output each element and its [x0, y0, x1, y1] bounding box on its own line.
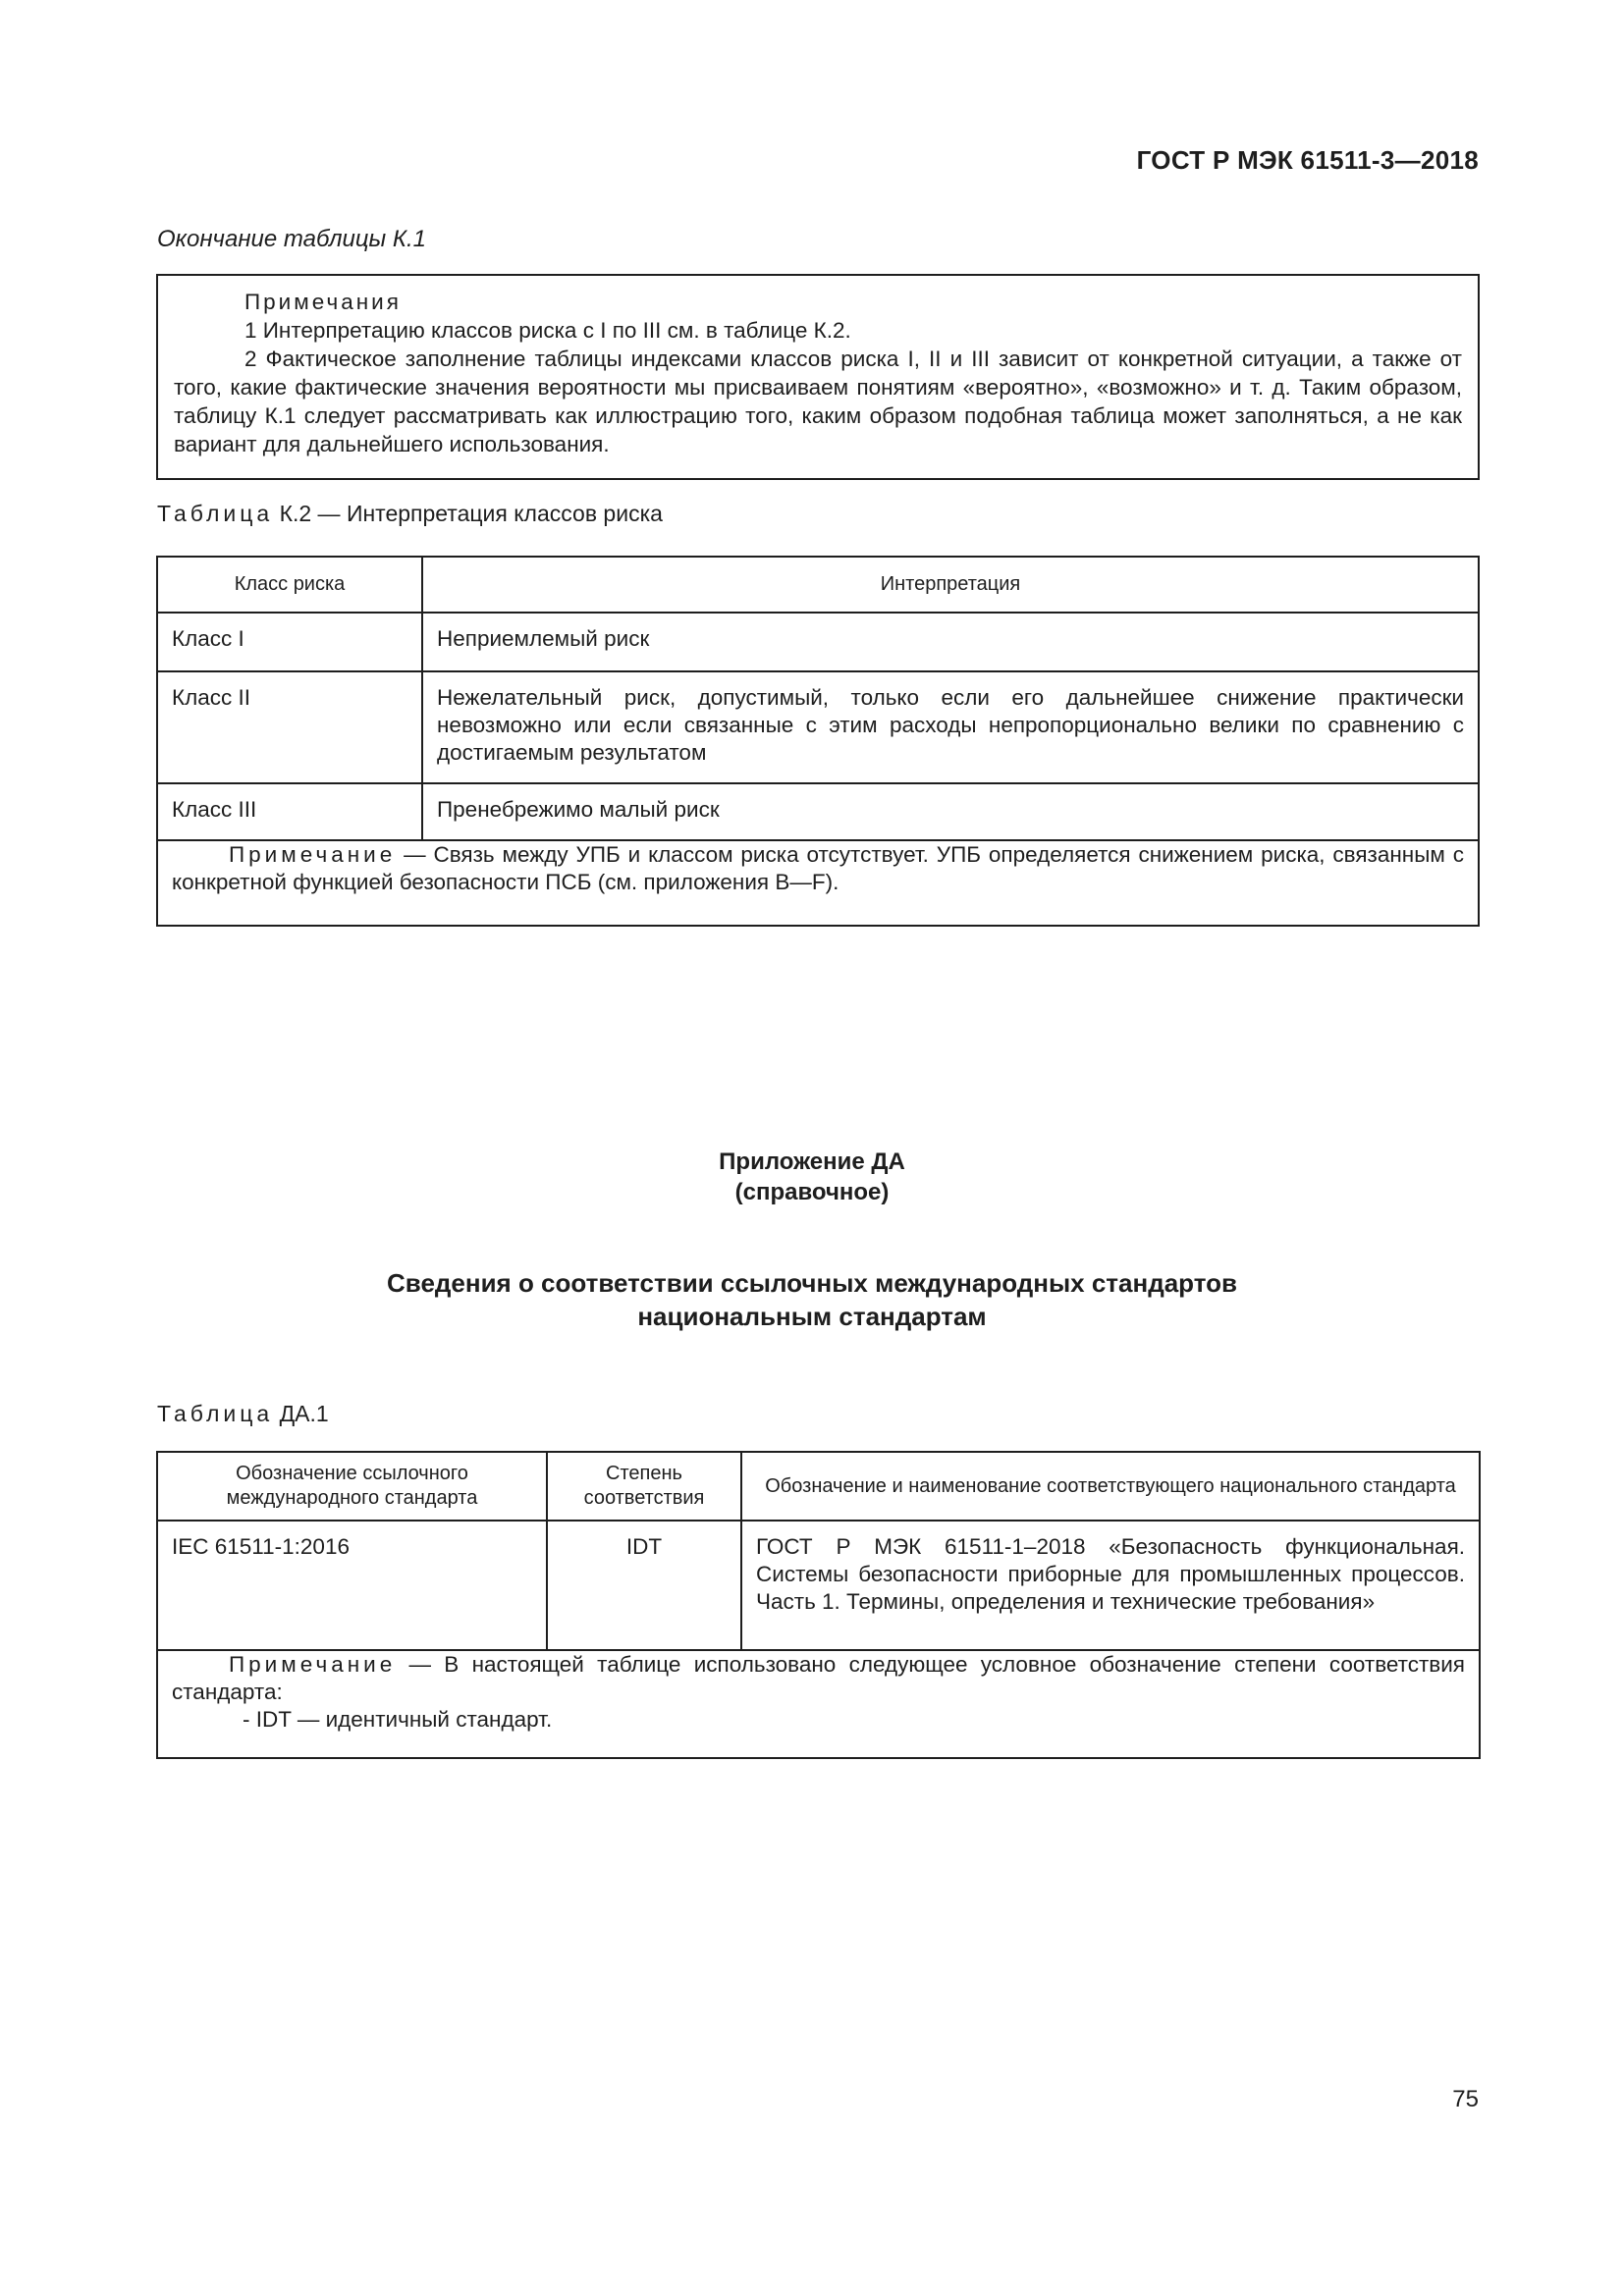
table-header-row — [157, 557, 1479, 613]
table-k2 — [156, 556, 1480, 927]
note-text: — В настоящей таблице использовано следующее условное обозначение степени соответствия стандарта: — [172, 1652, 1465, 1704]
header-interpretation: Интерпретация — [422, 557, 1479, 613]
page-number: 75 — [1452, 2086, 1479, 2112]
header-intl-standard: Обозначение ссылочного международного стандарта — [157, 1452, 547, 1521]
annex-subtitle: (справочное) — [734, 1179, 890, 1205]
table-k2-note — [157, 840, 1479, 926]
table-note-row — [157, 1650, 1480, 1758]
risk-class-cell: Класс II — [157, 671, 422, 783]
header-national-standard: Обозначение и наименование соответствующего национального стандарта — [741, 1452, 1480, 1521]
intl-standard-cell: IEC 61511-1:2016 — [157, 1521, 547, 1650]
annex-title-line-2: национальным стандартам — [637, 1302, 987, 1331]
table-da1 — [156, 1451, 1481, 1759]
note-item-1: 1 Интерпретацию классов риска с I по III см. в таблице К.2. — [244, 318, 851, 343]
notes-heading: Примечания — [244, 290, 402, 314]
table-continuation-label: Окончание таблицы К.1 — [157, 226, 427, 252]
annex-title: Приложение ДА — [719, 1148, 905, 1175]
table-k2-title: К.2 — Интерпретация классов риска — [279, 501, 663, 526]
interpretation-cell: Неприемлемый риск — [422, 613, 1479, 671]
table-row — [157, 671, 1479, 783]
table-note-row — [157, 840, 1479, 926]
interpretation-cell: Пренебрежимо малый риск — [422, 783, 1479, 840]
annex-heading — [0, 1147, 1624, 1207]
note-label: Примечание — [229, 842, 397, 867]
table-k2-label: Таблица — [157, 501, 274, 526]
risk-class-cell: Класс I — [157, 613, 422, 671]
header-degree: Степень соответствия — [547, 1452, 741, 1521]
annex-title-line-1: Сведения о соответствии ссылочных международных стандартов — [387, 1268, 1237, 1298]
table-k2-caption — [157, 501, 663, 527]
document-code: ГОСТ Р МЭК 61511-3—2018 — [1136, 145, 1479, 175]
table-row — [157, 783, 1479, 840]
table-da1-title: ДА.1 — [279, 1401, 329, 1426]
table-row — [157, 613, 1479, 671]
notes-k1-box — [156, 274, 1480, 480]
risk-class-cell: Класс III — [157, 783, 422, 840]
table-da1-caption — [157, 1401, 329, 1427]
table-da1-note — [157, 1650, 1480, 1758]
note-item-2: 2 Фактическое заполнение таблицы индексами классов риска I, II и III зависит от конкретной ситуации, а также от того, какие фактические значения вероятности мы присваиваем понятиям «вероятно», «возможно» и т. д. Таким образом, таблицу К.1 следует рассматривать как иллюстрацию того, каким образом подобная таблица может заполняться, а не как вариант для дальнейшего использования. — [174, 347, 1462, 456]
table-row — [157, 1521, 1480, 1650]
annex-section-title — [0, 1266, 1624, 1333]
note-text: — Связь между УПБ и классом риска отсутствует. УПБ определяется снижением риска, связанным с конкретной функцией безопасности ПСБ (см. приложения В—F). — [172, 842, 1464, 894]
interpretation-cell: Нежелательный риск, допустимый, только если его дальнейшее снижение практически невозможно или если связанные с этим расходы непропорционально велики по сравнению с достигаемым результатом — [422, 671, 1479, 783]
table-da1-label: Таблица — [157, 1401, 274, 1426]
note-label: Примечание — [229, 1652, 397, 1677]
national-standard-cell: ГОСТ Р МЭК 61511-1–2018 «Безопасность функциональная. Системы безопасности приборные для промышленных процессов. Часть 1. Термины, определения и технические требования» — [741, 1521, 1480, 1650]
degree-cell: IDT — [547, 1521, 741, 1650]
note-item: - IDT — идентичный стандарт. — [243, 1707, 553, 1732]
header-risk-class: Класс риска — [157, 557, 422, 613]
table-header-row — [157, 1452, 1480, 1521]
